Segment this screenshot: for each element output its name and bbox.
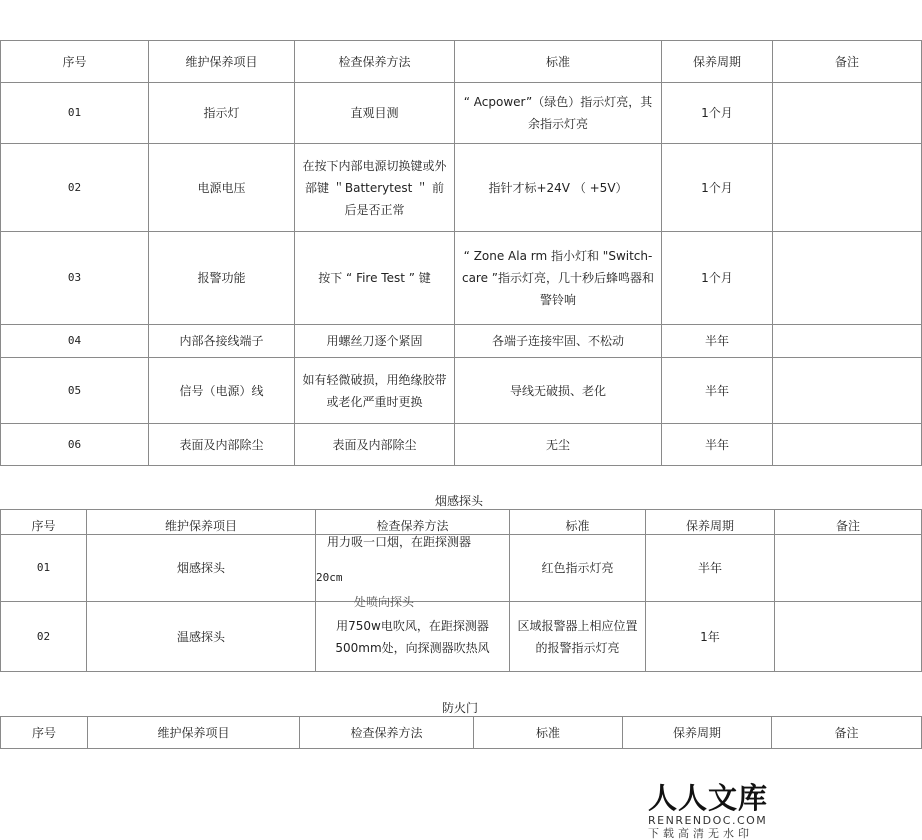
table-row bbox=[1, 424, 922, 466]
row-number: 01 bbox=[1, 83, 149, 144]
header-cell: 备注 bbox=[773, 41, 922, 83]
section-caption-fire-door: 防火门 bbox=[442, 701, 479, 715]
row-note bbox=[775, 602, 922, 672]
row-item: 报警功能 bbox=[149, 232, 295, 325]
row-cycle: 半年 bbox=[662, 358, 773, 424]
row-standard: 指针才标+24V （ +5V） bbox=[455, 144, 662, 232]
row-item: 温感探头 bbox=[87, 602, 316, 672]
row-note bbox=[773, 424, 922, 466]
watermark-logo bbox=[648, 781, 788, 840]
row-number: 06 bbox=[1, 424, 149, 466]
row-number: 05 bbox=[1, 358, 149, 424]
row-cycle: 半年 bbox=[662, 424, 773, 466]
watermark-cn: 人人文库 bbox=[648, 781, 769, 815]
header-cell: 保养周期 bbox=[646, 510, 775, 535]
header-cell: 标准 bbox=[510, 510, 646, 535]
table-header-row bbox=[1, 717, 922, 749]
header-cell: 序号 bbox=[1, 41, 149, 83]
row-method: 按下 “ Fire Test ” 键 bbox=[295, 232, 455, 325]
header-cell: 标准 bbox=[455, 41, 662, 83]
row-cycle: 1个月 bbox=[662, 144, 773, 232]
row-number: 03 bbox=[1, 232, 149, 325]
method-line: 用力吸一口烟，在距探测器 bbox=[327, 535, 472, 549]
row-number: 02 bbox=[1, 602, 87, 672]
table-row bbox=[1, 144, 922, 232]
row-method: 如有轻微破损，用绝缘胶带或老化严重时更换 bbox=[295, 358, 455, 424]
method-line-clipped: 处喷向探头 bbox=[354, 595, 415, 609]
table-header-row bbox=[1, 510, 922, 535]
table-row bbox=[1, 535, 922, 602]
header-cell: 检查保养方法 bbox=[295, 41, 455, 83]
row-cycle: 半年 bbox=[646, 535, 775, 602]
row-cycle: 1个月 bbox=[662, 83, 773, 144]
row-note bbox=[773, 325, 922, 358]
row-method bbox=[316, 535, 510, 609]
header-cell: 标准 bbox=[474, 717, 623, 749]
row-note bbox=[773, 144, 922, 232]
header-cell: 检查保养方法 bbox=[300, 717, 474, 749]
header-cell: 检查保养方法 bbox=[316, 510, 510, 535]
header-cell: 维护保养项目 bbox=[149, 41, 295, 83]
table-header-row bbox=[1, 41, 922, 83]
row-item: 表面及内部除尘 bbox=[149, 424, 295, 466]
row-standard: 红色指示灯亮 bbox=[510, 535, 646, 602]
row-standard: 导线无破损、老化 bbox=[455, 358, 662, 424]
row-item: 电源电压 bbox=[149, 144, 295, 232]
header-cell: 序号 bbox=[1, 510, 87, 535]
maintenance-table-controller bbox=[0, 40, 922, 466]
row-note bbox=[773, 83, 922, 144]
watermark-en: RENRENDOC.COM bbox=[648, 814, 768, 827]
row-item: 内部各接线端子 bbox=[149, 325, 295, 358]
maintenance-table-detectors bbox=[0, 509, 922, 672]
table-row bbox=[1, 358, 922, 424]
row-note bbox=[773, 358, 922, 424]
row-item: 烟感探头 bbox=[87, 535, 316, 602]
table-row bbox=[1, 602, 922, 672]
row-standard: 区域报警器上相应位置的报警指示灯亮 bbox=[510, 602, 646, 672]
header-cell: 保养周期 bbox=[623, 717, 772, 749]
row-number: 01 bbox=[1, 535, 87, 602]
table-row bbox=[1, 325, 922, 358]
row-item: 信号（电源）线 bbox=[149, 358, 295, 424]
row-cycle: 半年 bbox=[662, 325, 773, 358]
header-cell: 维护保养项目 bbox=[87, 510, 316, 535]
row-standard: 无尘 bbox=[455, 424, 662, 466]
row-method: 用螺丝刀逐个紧固 bbox=[295, 325, 455, 358]
row-method: 用750w电吹风，在距探测器500mm处，向探测器吹热风 bbox=[316, 602, 510, 672]
row-method: 直观目测 bbox=[295, 83, 455, 144]
header-cell: 序号 bbox=[1, 717, 88, 749]
maintenance-table-fire-door bbox=[0, 716, 922, 749]
section-caption-smoke-detector: 烟感探头 bbox=[435, 494, 484, 508]
row-standard: “ Acpower”（绿色）指示灯亮，其余指示灯亮 bbox=[455, 83, 662, 144]
row-note bbox=[775, 535, 922, 602]
row-cycle: 1个月 bbox=[662, 232, 773, 325]
row-method: 在按下内部电源切换键或外部键 ＂Batterytest ＂ 前 后是否正常 bbox=[295, 144, 455, 232]
row-note bbox=[773, 232, 922, 325]
header-cell: 保养周期 bbox=[662, 41, 773, 83]
row-number: 02 bbox=[1, 144, 149, 232]
method-line: 20cm bbox=[316, 571, 343, 584]
header-cell: 备注 bbox=[775, 510, 922, 535]
row-number: 04 bbox=[1, 325, 149, 358]
row-method: 表面及内部除尘 bbox=[295, 424, 455, 466]
header-cell: 维护保养项目 bbox=[88, 717, 300, 749]
row-standard: 各端子连接牢固、不松动 bbox=[455, 325, 662, 358]
watermark-clipped-text: 下载高清无水印 bbox=[648, 827, 753, 840]
table-row bbox=[1, 83, 922, 144]
row-cycle: 1年 bbox=[646, 602, 775, 672]
table-row bbox=[1, 232, 922, 325]
row-item: 指示灯 bbox=[149, 83, 295, 144]
row-standard: “ Zone Ala rm 指小灯和 "Switch-care ”指示灯亮，几十秒后蜂鸣器和警铃响 bbox=[455, 232, 662, 325]
header-cell: 备注 bbox=[772, 717, 922, 749]
